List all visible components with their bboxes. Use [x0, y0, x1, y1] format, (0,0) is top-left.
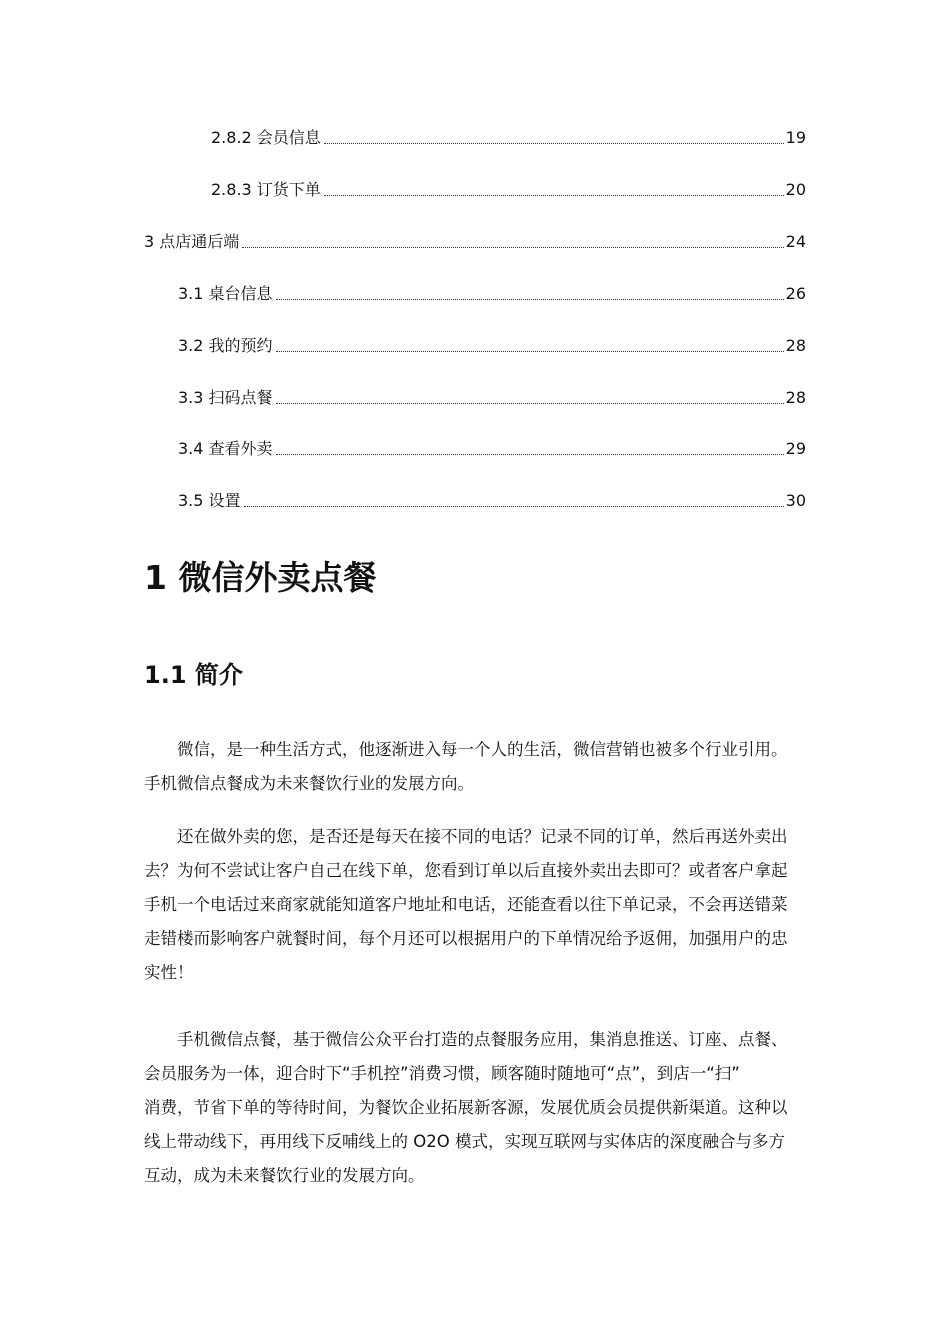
toc-leader [244, 505, 784, 507]
paragraph-line: 会员服务为一体，迎合时下“手机控”消费习惯，顾客随时随地可“点”，到店一“扫” [144, 1064, 740, 1083]
paragraph-line: 还在做外卖的您，是否还是每天在接不同的电话？记录不同的订单，然后再送外卖出 [177, 827, 788, 846]
toc-entry-3-1[interactable] [0, 280, 806, 304]
intro-paragraph-3 [144, 1023, 806, 1193]
toc-label: 3.4 查看外卖 [178, 439, 273, 458]
toc-leader [276, 350, 784, 352]
toc-page-number: 26 [785, 284, 806, 303]
toc-label: 3.2 我的预约 [178, 336, 273, 355]
toc-leader [276, 402, 784, 404]
toc-page-number: 20 [785, 180, 806, 199]
paragraph-line: 手机微信点餐成为未来餐饮行业的发展方向。 [144, 774, 474, 793]
toc-leader [242, 246, 783, 248]
toc-entry-2-8-2[interactable] [0, 124, 806, 148]
paragraph-line: 互动，成为未来餐饮行业的发展方向。 [144, 1166, 425, 1185]
paragraph-line: 去？为何不尝试让客户自己在线下单，您看到订单以后直接外卖出去即可？或者客户拿起 [144, 861, 788, 880]
toc-leader [276, 453, 784, 455]
toc-entry-3-5[interactable] [0, 487, 806, 511]
toc-leader [324, 142, 784, 144]
intro-paragraph-2 [144, 820, 806, 990]
toc-leader [324, 194, 784, 196]
toc-page-number: 29 [785, 439, 806, 458]
toc-page-number: 19 [785, 128, 806, 147]
chapter-heading: 1 微信外卖点餐 [144, 558, 377, 597]
toc-page-number: 30 [785, 491, 806, 510]
toc-entry-3-2[interactable] [0, 332, 806, 356]
paragraph-line: 手机一个电话过来商家就能知道客户地址和电话，还能查看以往下单记录，不会再送错菜 [144, 895, 788, 914]
toc-page-number: 28 [785, 336, 806, 355]
toc-leader [276, 298, 784, 300]
toc-entry-2-8-3[interactable] [0, 176, 806, 200]
toc-entry-3[interactable] [0, 228, 806, 252]
paragraph-line: 手机微信点餐，基于微信公众平台打造的点餐服务应用，集消息推送、订座、点餐、 [177, 1030, 788, 1049]
toc-page-number: 24 [785, 232, 806, 251]
paragraph-line: 微信，是一种生活方式，他逐渐进入每一个人的生活，微信营销也被多个行业引用。 [177, 740, 788, 759]
toc-label: 3 点店通后端 [144, 232, 240, 251]
toc-label: 2.8.3 订货下单 [211, 180, 321, 199]
toc-page-number: 28 [785, 388, 806, 407]
intro-paragraph-1 [144, 733, 806, 801]
toc-label: 3.3 扫码点餐 [178, 388, 273, 407]
toc-entry-3-4[interactable] [0, 435, 806, 459]
toc-label: 3.5 设置 [178, 491, 241, 510]
paragraph-line: 线上带动线下，再用线下反哺线上的 O2O 模式，实现互联网与实体店的深度融合与多方 [144, 1132, 785, 1151]
section-heading: 1.1 简介 [144, 661, 243, 689]
toc-label: 3.1 桌台信息 [178, 284, 273, 303]
paragraph-line: 走错楼而影响客户就餐时间，每个月还可以根据用户的下单情况给予返佣，加强用户的忠 [144, 929, 788, 948]
toc-entry-3-3[interactable] [0, 384, 806, 408]
paragraph-line: 实性！ [144, 963, 194, 982]
toc-label: 2.8.2 会员信息 [211, 128, 321, 147]
paragraph-line: 消费，节省下单的等待时间，为餐饮企业拓展新客源，发展优质会员提供新渠道。这种以 [144, 1098, 788, 1117]
